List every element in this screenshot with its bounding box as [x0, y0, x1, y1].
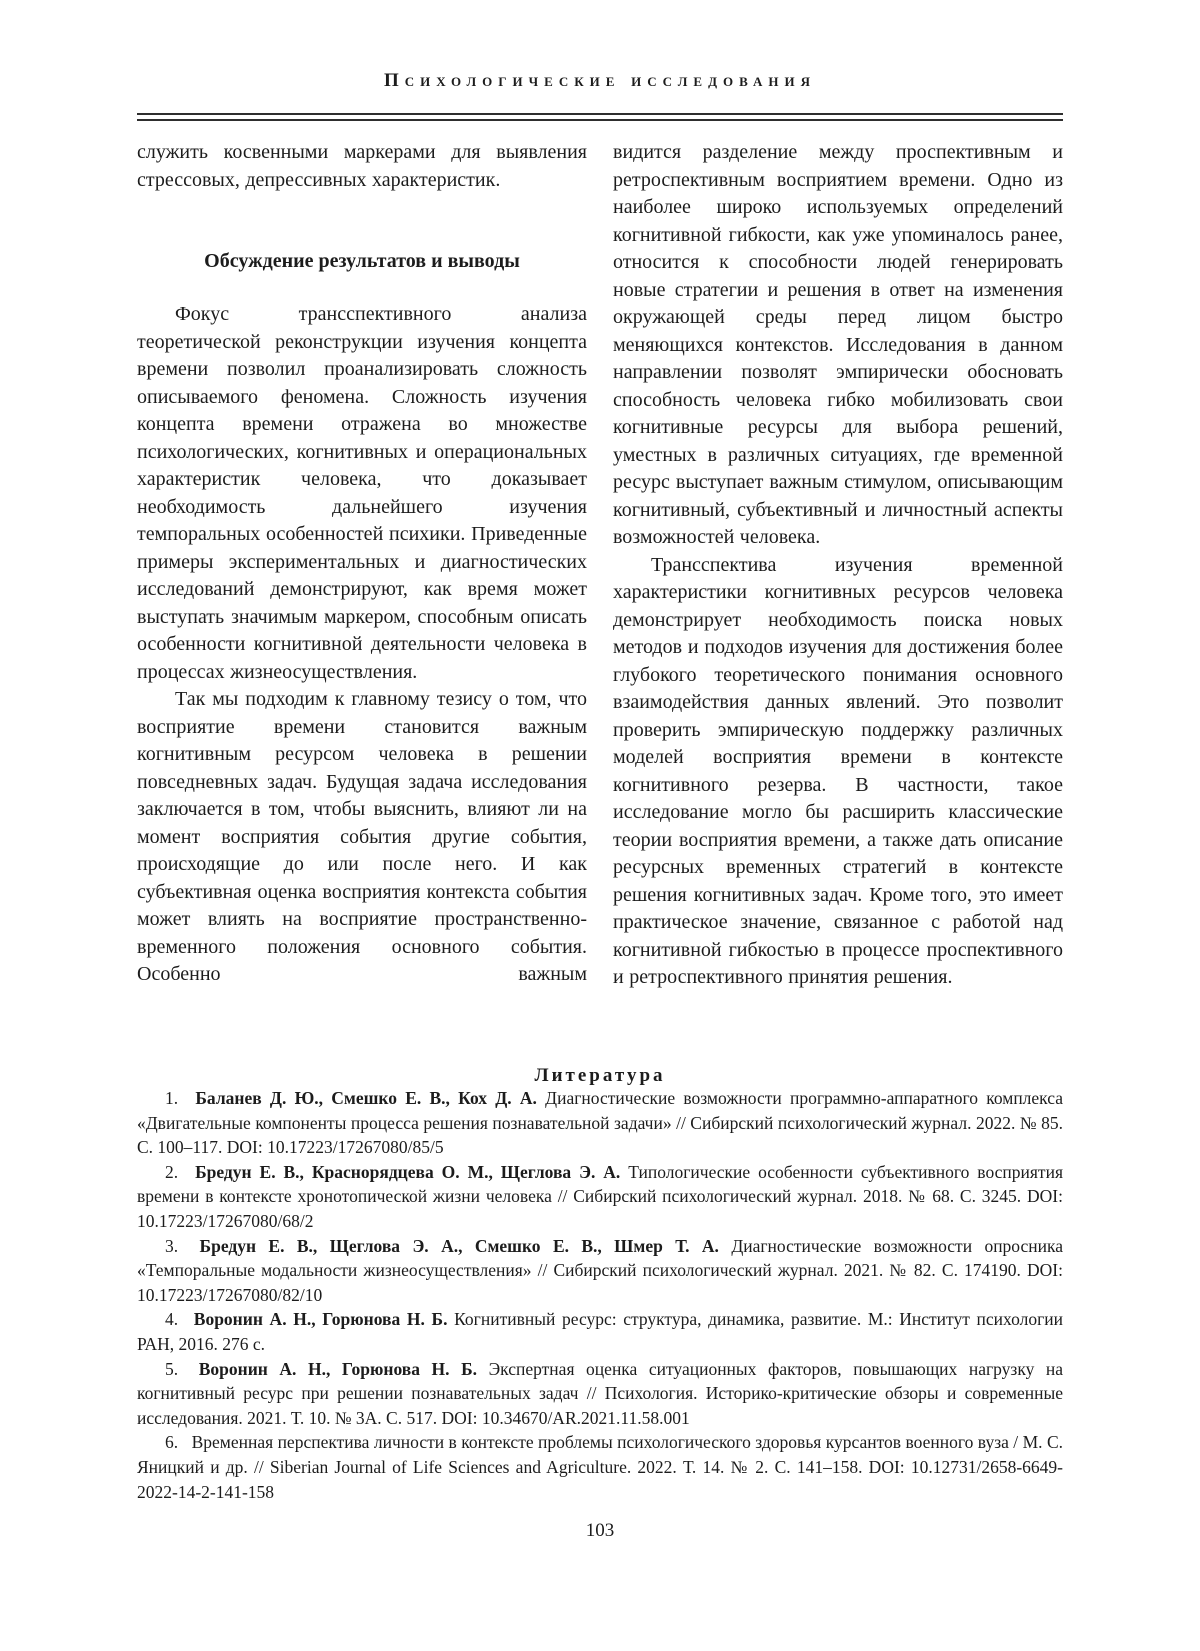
reference-item — [137, 1307, 1063, 1356]
reference-text: Временная перспектива личности в контексте проблемы психологического здоровья курсантов военного вуза / М. С. Яницкий и др. // Siberian Journal of Life Sciences and Agriculture. 2022. Т. 14. № 2. С. 141–158. DOI: 10.12731/2658-6649-2022-14-2-141-158 — [137, 1432, 1063, 1502]
running-head: Психологические исследования — [383, 70, 817, 91]
reference-item — [137, 1234, 1063, 1308]
reference-authors: Воронин А. Н., Горюнова Н. Б. — [198, 1358, 478, 1379]
reference-text: Когнитивный ресурс: структура, динамика, развитие. М.: Институт психологии РАН, 2016. 276 с. — [137, 1309, 1063, 1354]
page-number: 103 — [585, 1520, 615, 1541]
reference-number: 6. — [165, 1432, 179, 1453]
reference-item — [137, 1086, 1063, 1160]
reference-authors: Баланев Д. Ю., Смешко Е. В., Кох Д. А. — [195, 1088, 537, 1108]
reference-number: 5. — [165, 1358, 179, 1379]
paragraph-continuation-left: служить косвенными маркерами для выявления стрессовых, депрессивных характеристик. — [137, 141, 587, 191]
column-right — [613, 139, 1063, 992]
reference-number: 1. — [165, 1088, 179, 1108]
body-columns — [137, 139, 1063, 992]
column-left — [137, 139, 587, 992]
reference-list — [137, 1086, 1063, 1504]
reference-authors: Бредун Е. В., Краснорядцева О. М., Щеглова Э. А. — [195, 1161, 621, 1182]
reference-item — [137, 1357, 1063, 1431]
reference-item — [137, 1430, 1063, 1504]
header-double-rule — [137, 113, 1063, 121]
section-heading-discussion: Обсуждение результатов и выводы — [204, 250, 520, 272]
literature-heading: Литература — [534, 1065, 666, 1086]
reference-authors: Воронин А. Н., Горюнова Н. Б. — [193, 1309, 448, 1330]
reference-number: 4. — [165, 1309, 179, 1330]
paragraph-left-2: Так мы подходим к главному тезису о том, что восприятие времени становится важным когнитивным ресурсом человека в решении повседневных задач. Будущая задача исследования заключается в том, чтобы выяснить, влияют ли на момент восприятия события другие события, происходящие до или после него. И как субъективная оценка восприятия контекста события может влиять на восприятие пространственно-временного положения основного события. Особенно важным — [137, 688, 587, 985]
reference-text: Диагностические возможности программно-аппаратного комплекса «Двигательные компоненты процесса решения познавательной задачи» // Сибирский психологический журнал. 2022. № 85. С. 100–117. DOI: 10.17223/17267080/85/5 — [137, 1088, 1063, 1158]
reference-text: Типологические особенности субъективного восприятия времени в контексте хронотопической жизни человека // Сибирский психологический журнал. 2018. № 68. С. 3245. DOI: 10.17223/17267080/68/2 — [137, 1161, 1063, 1231]
reference-number: 3. — [165, 1235, 179, 1256]
reference-item — [137, 1160, 1063, 1234]
reference-text: Диагностические возможности опросника «Темпоральные модальности жизнеосуществления» // Сибирский психологический журнал. 2021. № 82. С. 174190. DOI: 10.17223/17267080/82/10 — [137, 1235, 1063, 1305]
reference-number: 2. — [165, 1161, 179, 1182]
paragraph-right-1: Трансспектива изучения временной характеристики когнитивных ресурсов человека демонстрирует необходимость поиска новых методов и подходов изучения для достижения более глубокого теоретического понимания основного взаимодействия данных явлений. Это позволит проверить эмпирическую поддержку различных моделей восприятия времени в контексте когнитивного резерва. В частности, такое исследование могло бы расширить классические теории восприятия времени, а также дать описание ресурсных временных стратегий в контексте решения когнитивных задач. Кроме того, это имеет практическое значение, связанное с работой над когнитивной гибкостью в процессе проспективного и ретроспективного принятия решения. — [613, 553, 1063, 988]
paragraph-left-1: Фокус трансспективного анализа теоретической реконструкции изучения концепта времени позволил проанализировать сложность описываемого феномена. Сложность изучения концепта времени отражена во множестве психологических, когнитивных и операциональных характеристик человека, что доказывает необходимость дальнейшего изучения темпоральных особенностей психики. Приведенные примеры экспериментальных и диагностических исследований демонстрируют, как время может выступать значимым маркером, способным описать особенности когнитивной деятельности человека в процессах жизнеосуществления. — [137, 303, 587, 683]
paragraph-continuation-right: видится разделение между проспективным и ретроспективным восприятием времени. Одно из наиболее широко используемых определений когнитивной гибкости, как уже упоминалось ранее, относится к способности людей генерировать новые стратегии и решения в ответ на изменения окружающей среды перед лицом быстро меняющихся контекстов. Исследования в данном направлении позволят эмпирически обосновать способность человека гибко мобилизовать свои когнитивные ресурсы для выбора решений, уместных в различных ситуациях, где временной ресурс выступает важным стимулом, описывающим когнитивный, субъективный и личностный аспекты возможностей человека. — [613, 141, 1063, 548]
reference-authors: Бредун Е. В., Щеглова Э. А., Смешко Е. В., Шмер Т. А. — [199, 1235, 719, 1256]
reference-text: Экспертная оценка ситуационных факторов, повышающих нагрузку на когнитивный ресурс при решении познавательных задач // Психология. Историко-критические обзоры и современные исследования. 2021. Т. 10. № 3А. С. 517. DOI: 10.34670/AR.2021.11.58.001 — [137, 1358, 1064, 1428]
